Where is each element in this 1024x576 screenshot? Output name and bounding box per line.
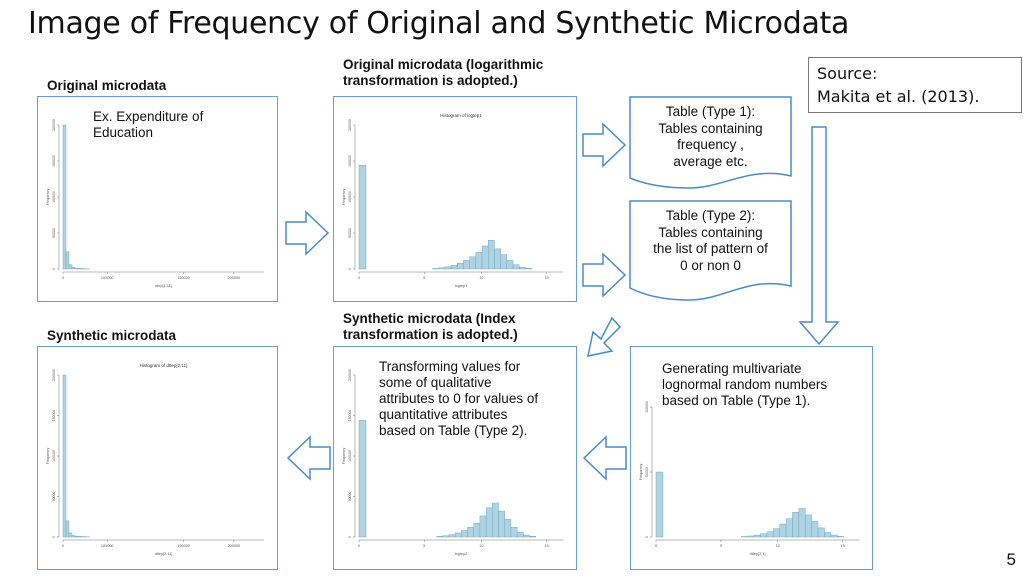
x-tick-label: 150000 xyxy=(177,544,190,548)
arrow-left-icon xyxy=(288,437,330,479)
transform-note-line5: based on Table (Type 2). xyxy=(379,423,528,438)
y-tick-label: 150000 xyxy=(348,409,352,422)
x-tick-label: 100000 xyxy=(100,276,114,280)
synthetic-microdata-heading: Synthetic microdata xyxy=(47,328,177,343)
x-tick-label: 15 xyxy=(840,544,845,548)
source-citation: Makita et al. (2013). xyxy=(817,87,980,106)
expenditure-note-line2: Education xyxy=(93,125,154,140)
source-label: Source: xyxy=(817,64,878,83)
y-axis-label: Frequency xyxy=(46,447,50,465)
y-tick-label: 0 xyxy=(52,536,56,538)
arrow-down-icon xyxy=(800,127,838,344)
y-tick-label: 200000 xyxy=(348,369,352,381)
y-axis-label: Frequency xyxy=(342,188,346,206)
y-tick-label: 50000 xyxy=(52,228,56,238)
x-tick-label: 15 xyxy=(544,544,549,548)
transform-note-line2: some of qualitative xyxy=(379,375,492,390)
y-tick-label: 200000 xyxy=(52,369,56,381)
x-tick-label: 150000 xyxy=(177,276,190,280)
y-tick-label: 50000 xyxy=(348,491,352,502)
x-axis-label: dttep[2,11] xyxy=(154,552,173,556)
original-microdata-heading: Original microdata xyxy=(47,78,167,93)
arrow-right-icon xyxy=(286,212,328,254)
y-axis-label: Frequency xyxy=(639,463,643,481)
x-axis-label: dtep[1,11] xyxy=(155,284,172,288)
synthetic-index-heading-line1: Synthetic microdata (Index xyxy=(343,311,516,326)
y-tick-label: 0 xyxy=(348,536,352,538)
arrow-right-icon xyxy=(583,124,625,166)
y-tick-label: 150000 xyxy=(52,155,56,167)
x-tick-label: 10 xyxy=(775,544,780,548)
y-tick-label: 0 xyxy=(645,536,649,538)
x-tick-label: 10 xyxy=(479,544,484,548)
y-tick-label: 0 xyxy=(52,268,56,270)
x-tick-label: 0 xyxy=(61,544,65,548)
x-tick-label: 100000 xyxy=(100,544,114,548)
y-tick-label: 50000 xyxy=(348,228,352,238)
x-tick-label: 5 xyxy=(423,544,426,548)
y-tick-label: 150000 xyxy=(348,155,352,167)
y-tick-label: 50000 xyxy=(645,467,649,477)
arrow-diagonal-icon xyxy=(588,318,620,356)
arrow-left-icon xyxy=(584,437,626,479)
transform-note-line1: Transforming values for xyxy=(379,359,521,374)
x-tick-label: 0 xyxy=(357,544,361,548)
x-axis-label: logtep2 xyxy=(454,552,468,556)
table-type1-line3: frequency , xyxy=(677,137,744,152)
y-axis-label: Frequency xyxy=(342,447,346,465)
page-number: 5 xyxy=(1006,550,1016,569)
x-axis-label: logtep1 xyxy=(454,284,468,288)
y-tick-label: 50000 xyxy=(52,491,56,502)
transform-note-line3: attributes to 0 for values of xyxy=(379,391,539,406)
table-type1-line2: Tables containing xyxy=(658,120,763,136)
histogram-title: Histogram of dttep[2,11] xyxy=(139,363,188,368)
table-type1-line1: Table (Type 1): xyxy=(665,104,756,119)
y-tick-label: 100000 xyxy=(52,191,56,203)
table-type2-line1: Table (Type 2): xyxy=(665,208,756,223)
x-tick-label: 10 xyxy=(479,276,484,280)
table-type2-line4: 0 or non 0 xyxy=(680,257,741,273)
x-tick-label: 5 xyxy=(423,276,426,280)
synthetic-index-heading-line2: transformation is adopted.) xyxy=(343,327,518,342)
table-type1-line4: average etc. xyxy=(673,153,748,169)
y-tick-label: 200000 xyxy=(52,119,56,131)
generate-note-line1: Generating multivariate xyxy=(662,361,802,376)
table-type2-line2: Tables containing xyxy=(658,224,763,240)
x-tick-label: 200000 xyxy=(227,276,241,280)
x-tick-label: 0 xyxy=(357,276,361,280)
expenditure-note-line1: Ex. Expenditure of xyxy=(93,109,204,124)
x-tick-label: 5 xyxy=(719,544,723,548)
generate-note-line3: based on Table (Type 1). xyxy=(662,393,811,408)
generate-note-line2: lognormal random numbers xyxy=(662,377,828,392)
original-log-heading-line1: Original microdata (logarithmic xyxy=(343,57,544,72)
y-tick-label: 100000 xyxy=(348,191,352,203)
transform-note-line4: quantitative attributes xyxy=(379,407,508,422)
x-tick-label: 0 xyxy=(654,544,658,548)
y-tick-label: 150000 xyxy=(52,409,56,422)
x-axis-label: dttep[2,1] xyxy=(749,552,766,556)
table-type2-line3: the list of pattern of xyxy=(653,241,768,256)
x-tick-label: 0 xyxy=(61,276,65,280)
page-title: Image of Frequency of Original and Synthetic Microdata xyxy=(28,6,850,41)
y-tick-label: 100000 xyxy=(645,401,649,413)
original-log-heading-line2: transformation is adopted.) xyxy=(343,73,518,88)
x-tick-label: 200000 xyxy=(227,544,241,548)
y-tick-label: 100000 xyxy=(348,450,352,462)
x-tick-label: 15 xyxy=(544,276,549,280)
y-axis-label: Frequency xyxy=(46,188,50,206)
arrow-right-icon xyxy=(583,254,625,296)
histogram-title: Histogram of logtep1 xyxy=(440,113,482,118)
y-tick-label: 200000 xyxy=(348,119,352,131)
y-tick-label: 0 xyxy=(348,268,352,270)
y-tick-label: 100000 xyxy=(52,450,56,462)
